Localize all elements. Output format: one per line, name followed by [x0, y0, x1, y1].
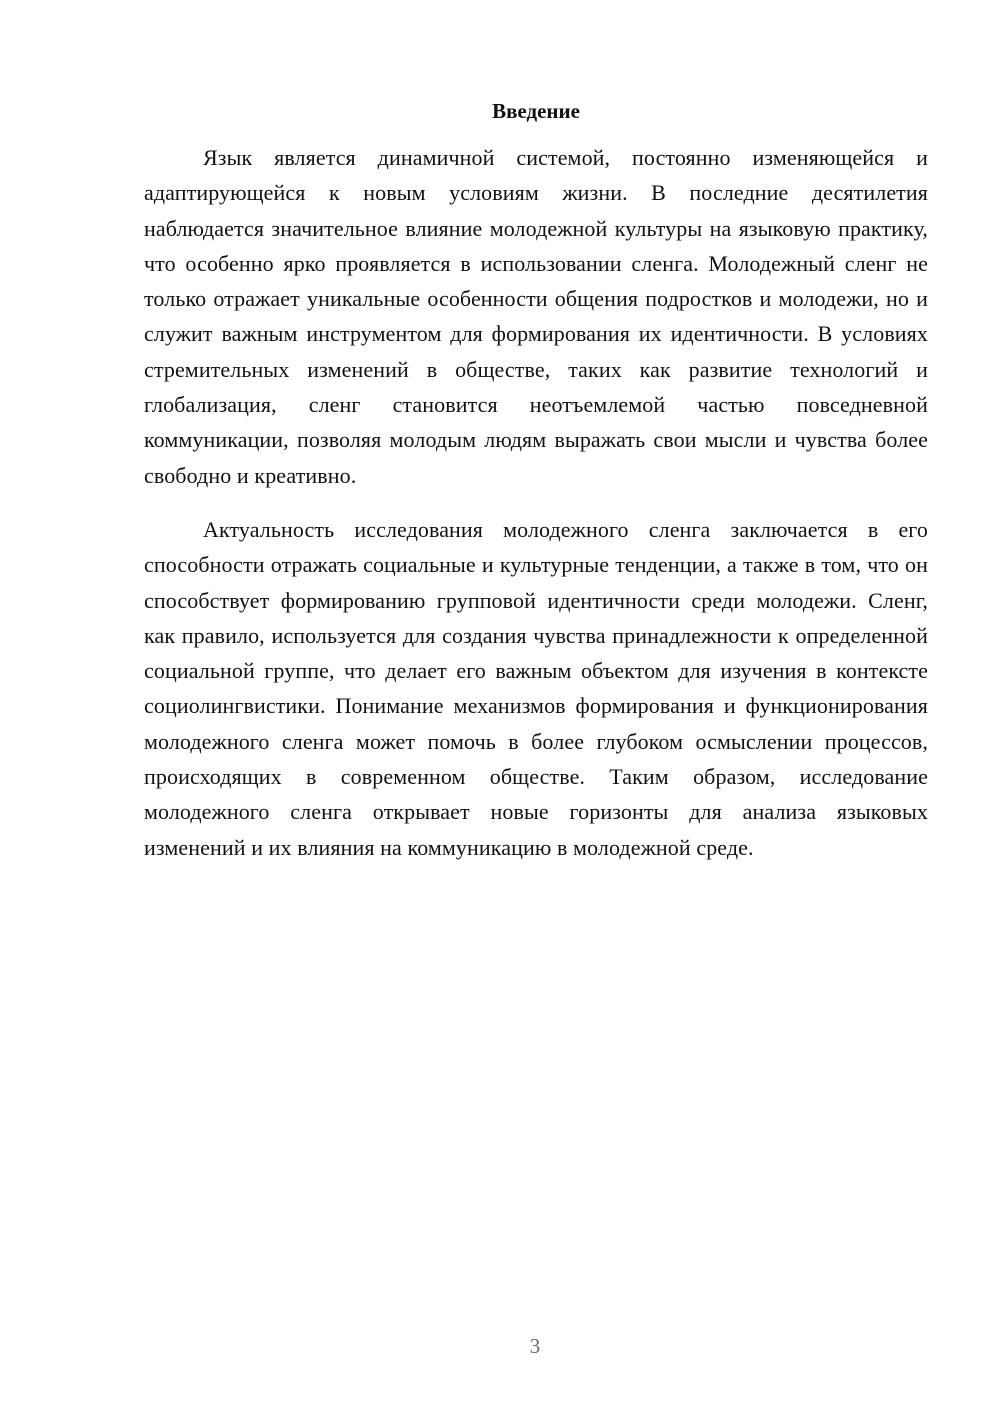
section-heading: Введение: [492, 99, 580, 123]
paragraph-introduction: Язык является динамичной системой, постоянно изменяющейся и адаптирующейся к новым условиям жизни. В последние десятилетия наблюдается значительное влияние молодежной культуры на языковую практику, что особенно ярко проявляется в использовании сленга. Молодежный сленг не только отражает уникальные особенности общения подростков и молодежи, но и служит важным инструментом для формирования их идентичности. В условиях стремительных изменений в обществе, таких как развитие технологий и глобализация, сленг становится неотъемлемой частью повседневной коммуникации, позволяя молодым людям выражать свои мысли и чувства более свободно и креативно.: [144, 145, 928, 488]
page-number: 3: [529, 1334, 541, 1358]
page-content: [144, 96, 928, 865]
paragraph-relevance: Актуальность исследования молодежного сленга заключается в его способности отражать социальные и культурные тенденции, а также в том, что он способствует формированию групповой идентичности среди молодежи. Сленг, как правило, используется для создания чувства принадлежности к определенной социальной группе, что делает его важным объектом для изучения в контексте социолингвистики. Понимание механизмов формирования и функционирования молодежного сленга может помочь в более глубоком осмыслении процессов, происходящих в современном обществе. Таким образом, исследование молодежного сленга открывает новые горизонты для анализа языковых изменений и их влияния на коммуникацию в молодежной среде.: [144, 516, 928, 860]
